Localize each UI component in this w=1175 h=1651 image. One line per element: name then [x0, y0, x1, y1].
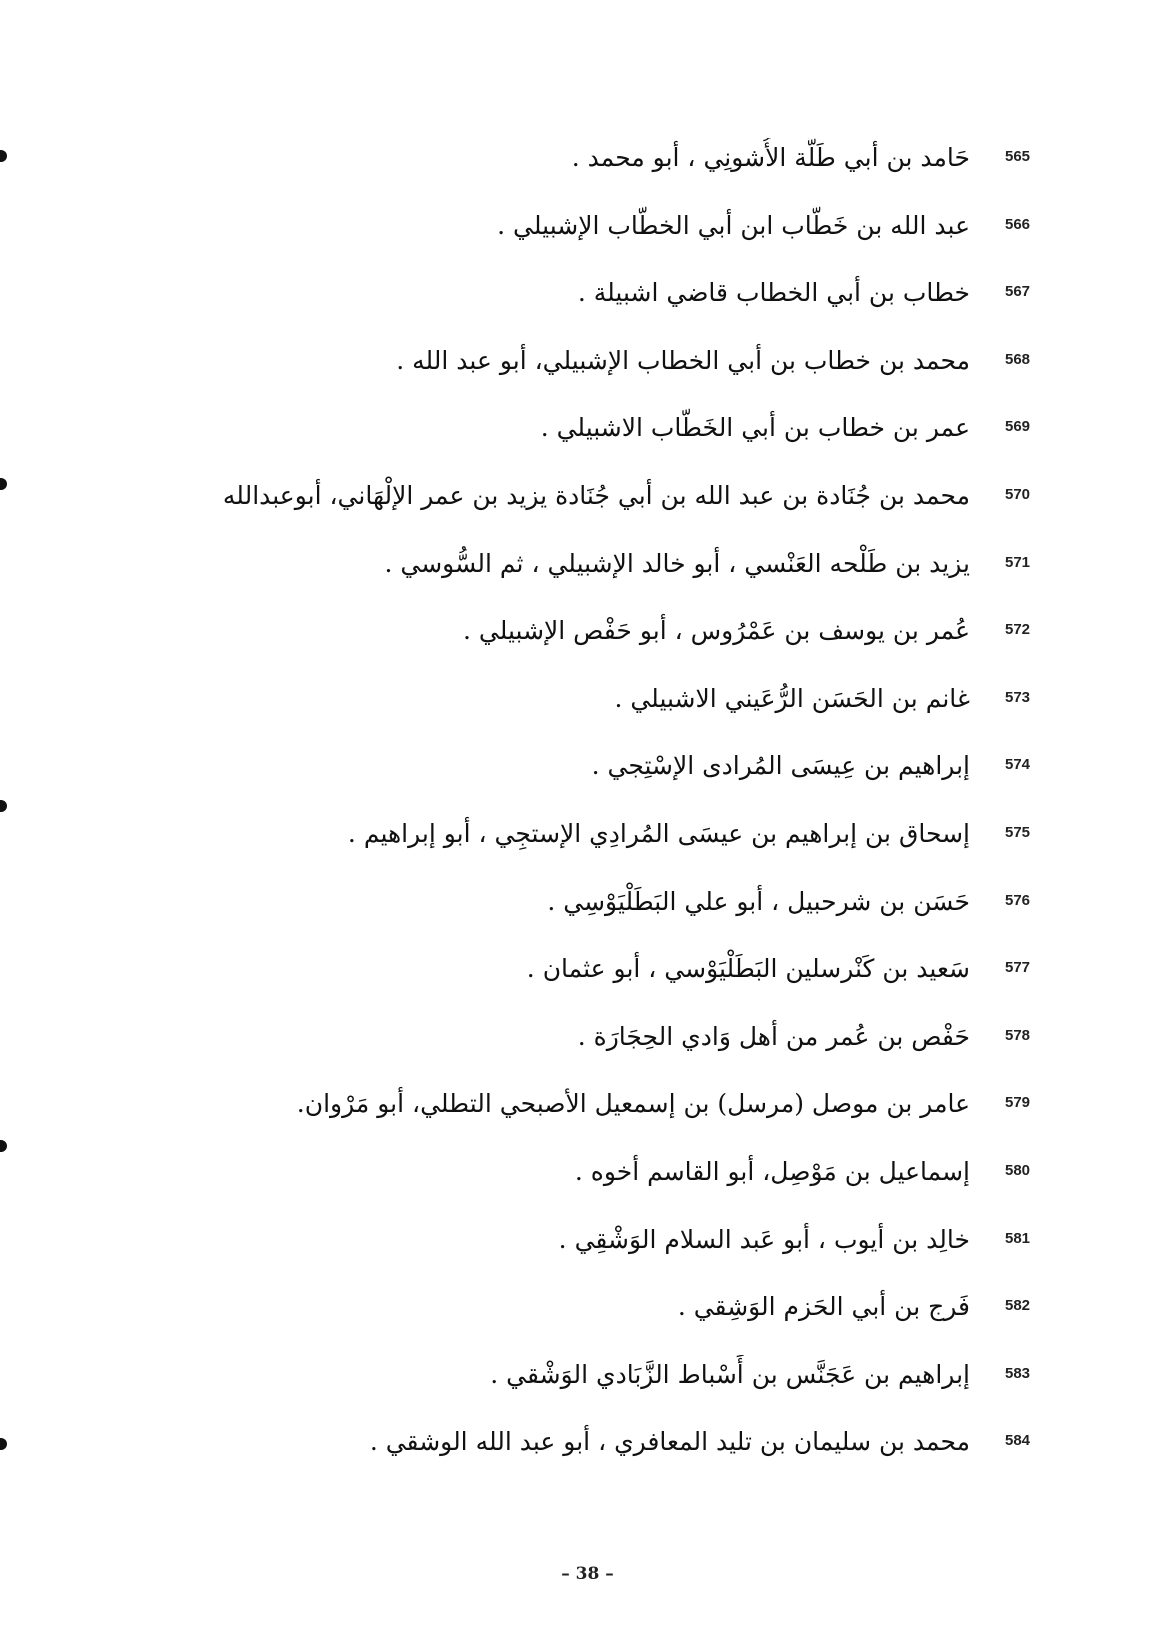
entry-text: يزيد بن طَلْحه العَنْسي ، أبو خالد الإشبيلي ، ثم السُّوسي .: [384, 548, 970, 578]
entry-number: 572: [1005, 621, 1031, 639]
list-item: [140, 949, 1065, 1017]
list-item: [140, 1152, 1065, 1220]
list-item: [140, 1017, 1065, 1085]
entry-number: 575: [1005, 823, 1031, 841]
entry-number: 568: [1005, 350, 1031, 368]
entry-text: محمد بن سليمان بن تليد المعافري ، أبو عبد الله الوشقي .: [369, 1427, 970, 1457]
list-item: [140, 1287, 1065, 1355]
entry-number: 570: [1005, 485, 1031, 503]
list-item: [140, 814, 1065, 882]
entry-text: حَامد بن أبي طَلَّة الأُشونِي ، أبو محمد .: [571, 143, 970, 172]
list-item: [140, 273, 1065, 341]
entry-number: 579: [1005, 1094, 1031, 1112]
entry-number: 582: [1005, 1297, 1031, 1315]
list-item: [140, 611, 1065, 679]
entry-number: 565: [1005, 148, 1031, 165]
list-item: [140, 1220, 1065, 1288]
entry-text: عامر بن موصل (مرسل) بن إسمعيل الأصبحي التطلي، أبو مَرْوان.: [296, 1089, 970, 1119]
entry-text: فَرج بن أبي الحَزم الوَشِقي .: [677, 1292, 970, 1322]
entry-number: 581: [1005, 1229, 1031, 1247]
entry-number: 578: [1005, 1026, 1031, 1044]
list-item: [140, 138, 1065, 206]
list-item: [140, 341, 1065, 409]
entry-text: محمد بن خطاب بن أبي الخطاب الإشبيلي، أبو عبد الله .: [396, 345, 970, 375]
entry-number: 566: [1005, 215, 1031, 233]
entry-number: 571: [1005, 553, 1031, 571]
list-item: [140, 1084, 1065, 1152]
entry-text: حَفْص بن عُمر من أهل وَادي الحِجَارَة .: [577, 1021, 970, 1051]
list-item: [140, 746, 1065, 814]
entry-number: 580: [1005, 1161, 1031, 1179]
entry-number: 584: [1005, 1432, 1031, 1450]
entry-number: 567: [1005, 283, 1031, 301]
entry-number: 583: [1005, 1364, 1031, 1382]
entry-number: 577: [1005, 959, 1031, 977]
entry-text: خطاب بن أبي الخطاب قاضي اشبيلة .: [577, 278, 970, 308]
entry-list: [140, 138, 1065, 1490]
list-item: [140, 1355, 1065, 1423]
scan-edge-mark: [0, 478, 7, 490]
entry-text: إبراهيم بن عِيسَى المُرادى الإسْتِجي .: [591, 751, 970, 781]
scan-edge-mark: [0, 1438, 7, 1450]
entry-number: 574: [1005, 756, 1031, 774]
entry-text: إسحاق بن إبراهيم بن عيسَى المُرادِي الإستجِي ، أبو إبراهيم .: [347, 818, 970, 848]
list-item: [140, 408, 1065, 476]
list-item: [140, 1422, 1065, 1490]
list-item: [140, 476, 1065, 544]
entry-text: محمد بن جُنَادة بن عبد الله بن أبي جُنَادة يزيد بن عمر الإلْهَاني، أبوعبدالله: [222, 480, 970, 510]
entry-text: حَسَن بن شرحبيل ، أبو علي البَطَلْيَوْسِي .: [547, 886, 970, 916]
entry-text: خالِد بن أيوب ، أبو عَبد السلام الوَشْقِي .: [558, 1224, 970, 1254]
entry-text: غانم بن الحَسَن الرُّعَيني الاشبيلي .: [614, 683, 970, 713]
scan-edge-mark: [0, 150, 7, 162]
list-item: [140, 544, 1065, 612]
list-item: [140, 206, 1065, 274]
entry-text: عُمر بن يوسف بن عَمْرُوس ، أبو حَفْص الإشبيلي .: [462, 616, 970, 646]
entry-number: 569: [1005, 418, 1031, 436]
entry-text: إبراهيم بن عَجَنَّس بن أَسْباط الزَّبَادي الوَشْقي .: [490, 1359, 970, 1389]
scan-edge-mark: [0, 1140, 7, 1152]
entry-text: عبد الله بن خَطَّاب ابن أبي الخطّاب الإشبيلي .: [497, 210, 970, 240]
entry-text: عمر بن خطاب بن أبي الخَطّاب الاشبيلي .: [540, 413, 970, 443]
list-item: [140, 882, 1065, 950]
entry-text: سَعيد بن كَنْرسلين البَطَلْيَوْسي ، أبو عثمان .: [526, 954, 970, 984]
page-number: – 38 –: [561, 1564, 614, 1584]
entry-number: 573: [1005, 688, 1031, 706]
scan-edge-mark: [0, 800, 7, 812]
entry-text: إسماعيل بن مَوْصِل، أبو القاسم أخوه .: [574, 1156, 970, 1186]
list-item: [140, 679, 1065, 747]
entry-number: 576: [1005, 891, 1031, 909]
